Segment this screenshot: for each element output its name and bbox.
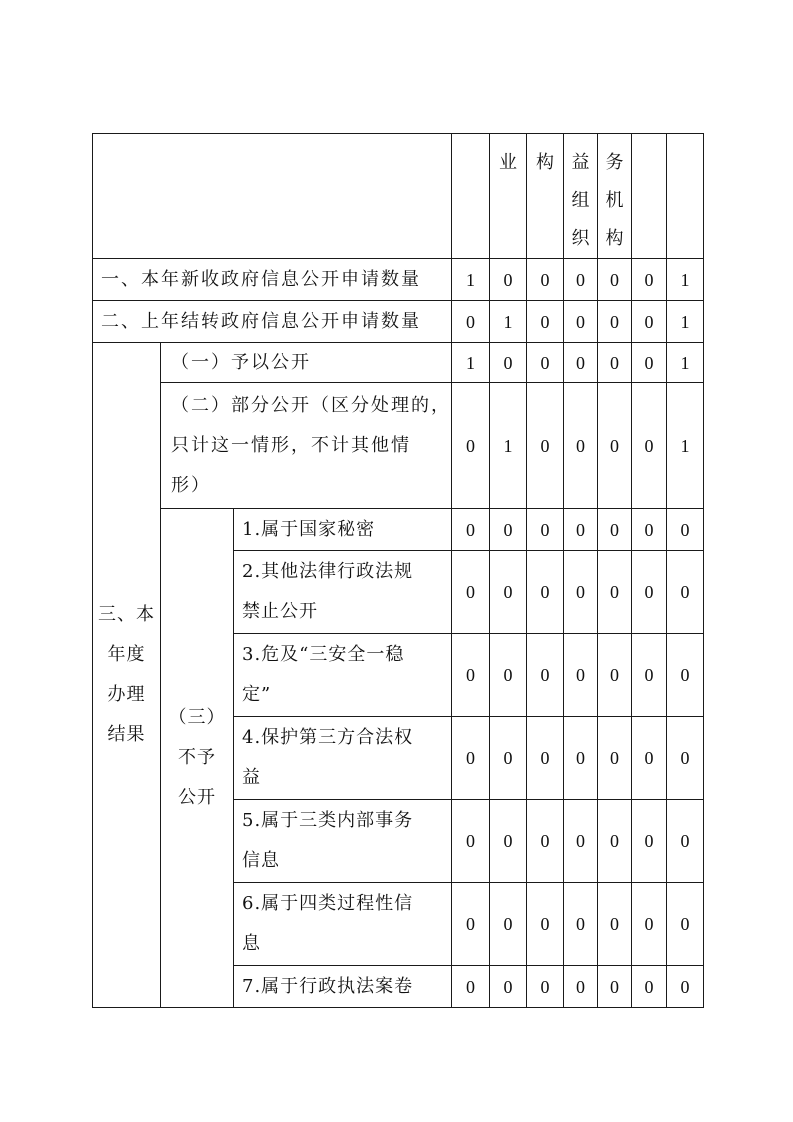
table-cell: 0	[527, 301, 564, 343]
header-blank-cell	[93, 134, 452, 259]
table-cell: 0	[527, 259, 564, 301]
row-label-line: 2.其他法律行政法规	[242, 561, 414, 582]
table-cell: 0	[490, 966, 527, 1008]
table-cell: 0	[564, 343, 598, 383]
table-cell: 0	[452, 883, 490, 966]
row-label	[161, 383, 452, 509]
header-col-5-line-3: 构	[605, 228, 624, 249]
table-cell: 0	[527, 343, 564, 383]
row-label: 一、本年新收政府信息公开申请数量	[93, 259, 452, 301]
table-cell: 0	[490, 343, 527, 383]
table-cell: 0	[632, 634, 667, 717]
row-grant	[93, 343, 704, 383]
table-cell: 0	[564, 301, 598, 343]
table-cell: 0	[632, 383, 667, 509]
table-cell: 0	[598, 717, 632, 800]
table-cell: 0	[490, 509, 527, 551]
table-cell: 0	[490, 883, 527, 966]
row-label-line: 1.属于国家秘密	[242, 518, 376, 540]
table-cell: 1	[667, 301, 704, 343]
table-cell: 0	[667, 634, 704, 717]
table-cell: 0	[452, 551, 490, 634]
table-cell: 0	[632, 301, 667, 343]
table-cell: 0	[527, 966, 564, 1008]
table-cell: 0	[490, 634, 527, 717]
table-cell: 1	[667, 259, 704, 301]
table-cell: 0	[527, 883, 564, 966]
header-col-2-line-1: 业	[499, 152, 518, 173]
table-cell: 0	[452, 717, 490, 800]
table-cell: 0	[564, 634, 598, 717]
row-partial	[93, 383, 704, 509]
table-cell: 0	[527, 383, 564, 509]
table-cell: 1	[452, 343, 490, 383]
table-cell: 0	[598, 301, 632, 343]
table-cell: 1	[490, 383, 527, 509]
table-cell: 0	[564, 259, 598, 301]
row-label	[234, 551, 452, 634]
table-cell: 0	[598, 259, 632, 301]
row-label-line: 7.属于行政执法案卷	[242, 975, 414, 997]
table-cell: 0	[564, 551, 598, 634]
table-cell: 0	[452, 301, 490, 343]
table-cell: 0	[667, 717, 704, 800]
results-section-label	[93, 343, 161, 1008]
row-label-line: 只计这一情形，不计其他情	[171, 434, 411, 456]
header-col-4	[564, 134, 598, 259]
header-col-7	[667, 134, 704, 259]
header-col-5	[598, 134, 632, 259]
table-cell: 0	[452, 509, 490, 551]
row-label-line: 形）	[171, 474, 211, 496]
table-cell: 0	[527, 800, 564, 883]
table-cell: 0	[564, 509, 598, 551]
row-label-line: 定”	[242, 684, 272, 705]
table-cell: 0	[490, 551, 527, 634]
row-label	[234, 509, 452, 551]
row-label-line: 3.危及“三安全一稳	[242, 644, 405, 665]
table-cell: 0	[527, 509, 564, 551]
table-cell: 0	[490, 259, 527, 301]
table-cell: 0	[452, 383, 490, 509]
row-label: （一）予以公开	[161, 343, 452, 383]
table-cell: 0	[632, 343, 667, 383]
table-cell: 0	[527, 717, 564, 800]
results-label-line: 年度	[107, 644, 146, 665]
row-label-line: 益	[242, 767, 261, 788]
table-cell: 0	[564, 383, 598, 509]
row-label-line: 信息	[242, 850, 280, 871]
results-label-line: 结果	[107, 724, 146, 745]
table-cell: 0	[527, 634, 564, 717]
disclosure-statistics-table	[92, 133, 704, 1008]
table-cell: 0	[564, 883, 598, 966]
table-cell: 0	[632, 717, 667, 800]
table-cell: 0	[632, 800, 667, 883]
table-cell: 0	[490, 800, 527, 883]
table-cell: 0	[632, 259, 667, 301]
table-cell: 0	[598, 509, 632, 551]
table-cell: 1	[490, 301, 527, 343]
table-cell: 1	[667, 343, 704, 383]
row-label	[234, 800, 452, 883]
refuse-label-line: 公开	[178, 787, 216, 808]
table-cell: 0	[452, 800, 490, 883]
table-cell: 0	[564, 717, 598, 800]
row-label-line: 禁止公开	[242, 601, 318, 622]
row-label	[234, 883, 452, 966]
header-col-3-line-1: 构	[536, 152, 555, 173]
table-cell: 0	[598, 883, 632, 966]
refuse-label-line: 不予	[178, 747, 216, 768]
header-row	[93, 134, 704, 259]
header-col-4-line-2: 组	[571, 190, 590, 211]
header-col-6	[632, 134, 667, 259]
row-label-line: 5.属于三类内部事务	[242, 810, 414, 831]
row-label-line: 4.保护第三方合法权	[242, 727, 414, 748]
table-cell: 1	[452, 259, 490, 301]
header-col-4-line-3: 织	[571, 228, 590, 249]
table-cell: 0	[667, 509, 704, 551]
table-cell: 0	[598, 634, 632, 717]
table-cell: 0	[632, 883, 667, 966]
row-label-line: （二）部分公开（区分处理的，	[171, 394, 451, 416]
header-col-5-line-2: 机	[605, 190, 624, 211]
table-cell: 0	[632, 509, 667, 551]
table-cell: 0	[632, 551, 667, 634]
header-col-2	[490, 134, 527, 259]
table-cell: 0	[527, 551, 564, 634]
table-cell: 0	[452, 634, 490, 717]
row-label-line: 6.属于四类过程性信	[242, 893, 414, 914]
table-cell: 0	[564, 800, 598, 883]
table-cell: 0	[667, 551, 704, 634]
table-cell: 0	[598, 383, 632, 509]
header-col-5-line-1: 务	[605, 152, 624, 173]
row-carried-over	[93, 301, 704, 343]
table-cell: 0	[667, 883, 704, 966]
refuse-group-label	[161, 509, 234, 1008]
table-cell: 1	[667, 383, 704, 509]
row-label-line: 息	[242, 933, 261, 954]
header-col-4-line-1: 益	[571, 152, 590, 173]
table-cell: 0	[598, 343, 632, 383]
header-col-3	[527, 134, 564, 259]
row-new-requests	[93, 259, 704, 301]
table-cell: 0	[490, 717, 527, 800]
row-label: 二、上年结转政府信息公开申请数量	[93, 301, 452, 343]
table-cell: 0	[598, 551, 632, 634]
row-refuse-1	[93, 509, 704, 551]
refuse-label-line: （三）	[168, 707, 226, 728]
results-label-line: 办理	[107, 684, 146, 705]
row-label	[234, 966, 452, 1008]
table-cell: 0	[564, 966, 598, 1008]
table-cell: 0	[667, 966, 704, 1008]
table-cell: 0	[598, 966, 632, 1008]
table-cell: 0	[598, 800, 632, 883]
results-label-line: 三、本	[98, 604, 155, 625]
table-cell: 0	[667, 800, 704, 883]
header-col-1	[452, 134, 490, 259]
row-label	[234, 634, 452, 717]
row-label	[234, 717, 452, 800]
table-cell: 0	[452, 966, 490, 1008]
table-cell: 0	[632, 966, 667, 1008]
